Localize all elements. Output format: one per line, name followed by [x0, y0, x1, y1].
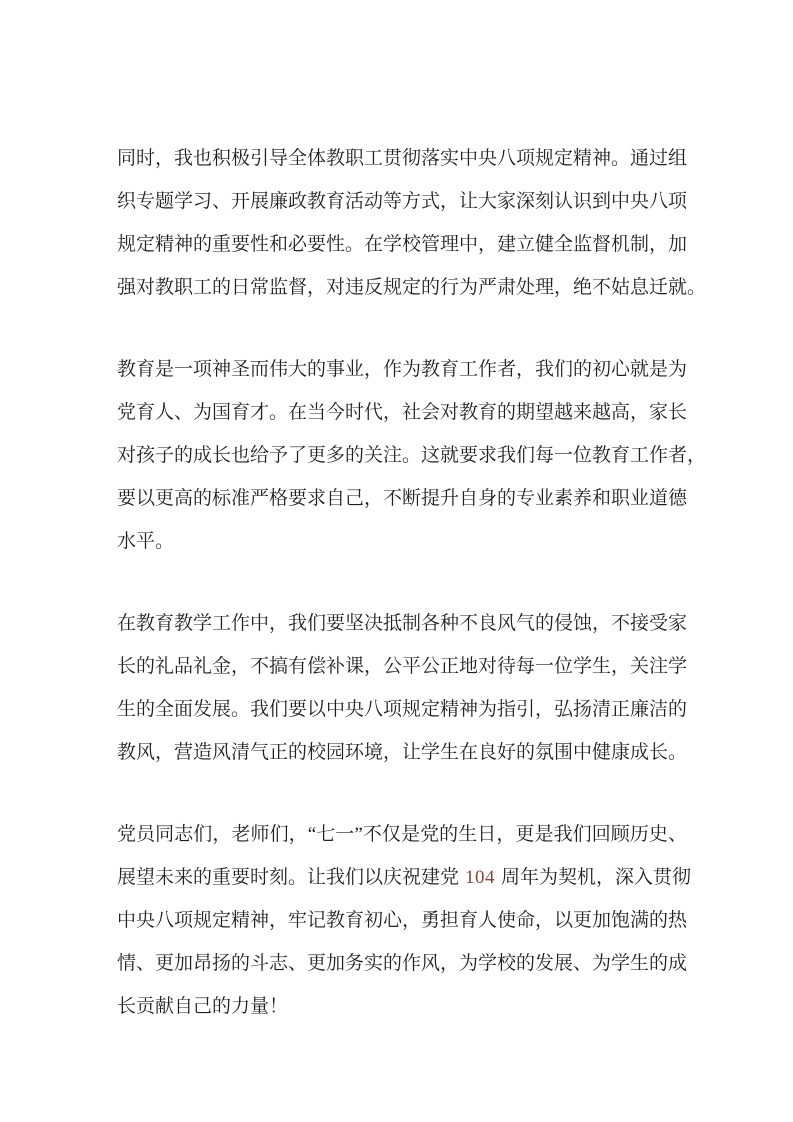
text-line: 对孩子的成长也给予了更多的关注。这就要求我们每一位教育工作者，	[117, 445, 707, 466]
text-line: 党育人、为国育才。在当今时代，社会对教育的期望越来越高，家长	[117, 402, 688, 423]
text-line: 织专题学习、开展廉政教育活动等方式，让大家深刻认识到中央八项	[117, 191, 688, 212]
text-line: 生的全面发展。我们要以中央八项规定精神为指引，弘扬清正廉洁的	[117, 699, 688, 720]
text-line: 规定精神的重要性和必要性。在学校管理中，建立健全监督机制，加	[117, 234, 688, 255]
paragraph-1	[117, 137, 707, 309]
text-line: 要以更高的标准严格要求自己，不断提升自身的专业素养和职业道德	[117, 488, 688, 509]
paragraph-3	[117, 602, 687, 774]
text-line: 中央八项规定精神，牢记教育初心，勇担育人使命，以更加饱满的热	[117, 910, 688, 931]
text-line: 长贡献自己的力量！	[117, 996, 289, 1017]
text-line-with-number	[117, 856, 692, 899]
text-line: 党员同志们，老师们，“七一”不仅是党的生日，更是我们回顾历史、	[117, 824, 687, 845]
text-line: 教育是一项神圣而伟大的事业，作为教育工作者，我们的初心就是为	[117, 359, 688, 380]
text-line: 在教育教学工作中，我们要坚决抵制各种不良风气的侵蚀，不接受家	[117, 613, 688, 634]
anniversary-number: 104	[465, 867, 496, 888]
text-segment: 周年为契机，深入贯彻	[501, 867, 692, 888]
text-segment: 展望未来的重要时刻。让我们以庆祝建党	[117, 867, 460, 888]
text-line: 强对教职工的日常监督，对违反规定的行为严肃处理，绝不姑息迁就。	[117, 277, 707, 298]
text-line: 水平。	[117, 531, 175, 552]
paragraph-4	[117, 813, 692, 1028]
paragraph-2	[117, 348, 707, 563]
text-line: 情、更加昂扬的斗志、更加务实的作风，为学校的发展、为学生的成	[117, 953, 688, 974]
text-line: 长的礼品礼金，不搞有偿补课，公平公正地对待每一位学生，关注学	[117, 656, 688, 677]
text-line: 教风，营造风清气正的校园环境，让学生在良好的氛围中健康成长。	[117, 742, 688, 763]
text-line: 同时，我也积极引导全体教职工贯彻落实中央八项规定精神。通过组	[117, 148, 688, 169]
